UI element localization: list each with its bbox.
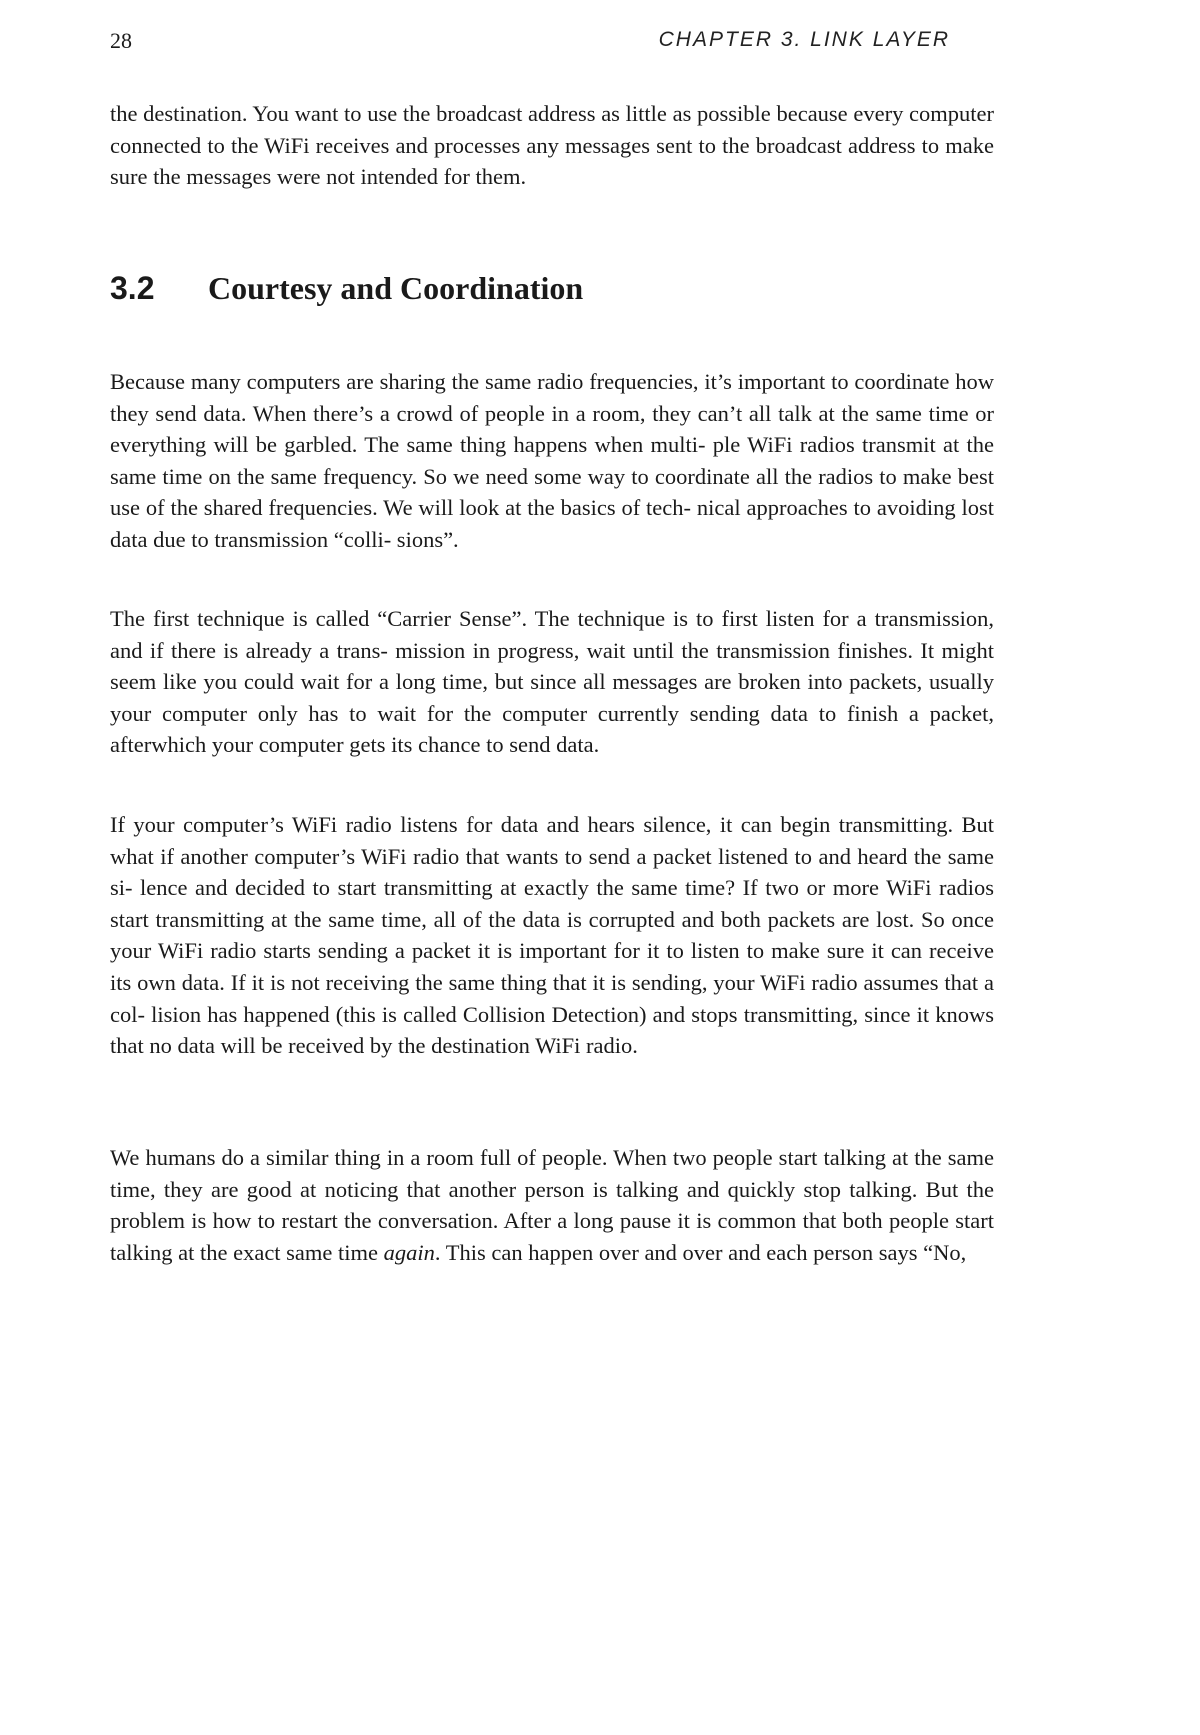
paragraph-humans-analogy [110, 1142, 994, 1268]
paragraph-coordination: Because many computers are sharing the same radio frequencies, it’s important to coordinate how they send data. When there’s a crowd of people in a room, they can’t all talk at the same time or everything will be garbled. The same thing happens when multi- ple WiFi radios transmit at the same time on the same frequency. So we need some way to coordinate all the radios to make best use of the shared frequencies. We will look at the basics of tech- nical approaches to avoiding lost data due to transmission “colli- sions”. [110, 369, 994, 552]
paragraph-text-start: We humans do a similar thing in a room full of people. When two people start talking at the same time, they are good at noticing that another person is talking and quickly stop talking. But the problem is how to restart the conversation. After a long pause it is common that both people start talking at the exact same time [110, 1145, 994, 1265]
emphasized-word: again [383, 1239, 435, 1265]
intro-paragraph: the destination. You want to use the broadcast address as little as possible because every computer connected to the WiFi receives and processes any messages sent to the broadcast address to make sure the messages were not intended for them. [110, 101, 994, 190]
section-heading [110, 268, 994, 308]
running-header [110, 28, 950, 58]
chapter-title: CHAPTER 3. LINK LAYER [658, 28, 950, 51]
section-title: Courtesy and Coordination [208, 270, 584, 306]
section-number: 3.2 [110, 270, 155, 306]
page-number: 28 [110, 28, 132, 53]
paragraph-carrier-sense: The first technique is called “Carrier Sense”. The technique is to first listen for a transmission, and if there is already a trans- mission in progress, wait until the transmission finishes. It might seem like you could wait for a long time, but since all messages are broken into packets, usually your computer only has to wait for the computer currently sending data to finish a packet, afterwhich your computer gets its chance to send data. [110, 606, 994, 758]
paragraph-collision-detection: If your computer’s WiFi radio listens for data and hears silence, it can begin transmitting. But what if another computer’s WiFi radio that wants to send a packet listened to and heard the same si- lence and decided to start transmitting at exactly the same time? If two or more WiFi radios start transmitting at the same time, all of the data is corrupted and both packets are lost. So once your WiFi radio starts sending a packet it is important for it to listen to make sure it can receive its own data. If it is not receiving the same thing that it is sending, your WiFi radio assumes that a col- lision has happened (this is called Collision Detection) and stops transmitting, since it knows that no data will be received by the destination WiFi radio. [110, 812, 994, 1059]
paragraph-text-end: . This can happen over and over and each person says “No, [434, 1239, 967, 1265]
